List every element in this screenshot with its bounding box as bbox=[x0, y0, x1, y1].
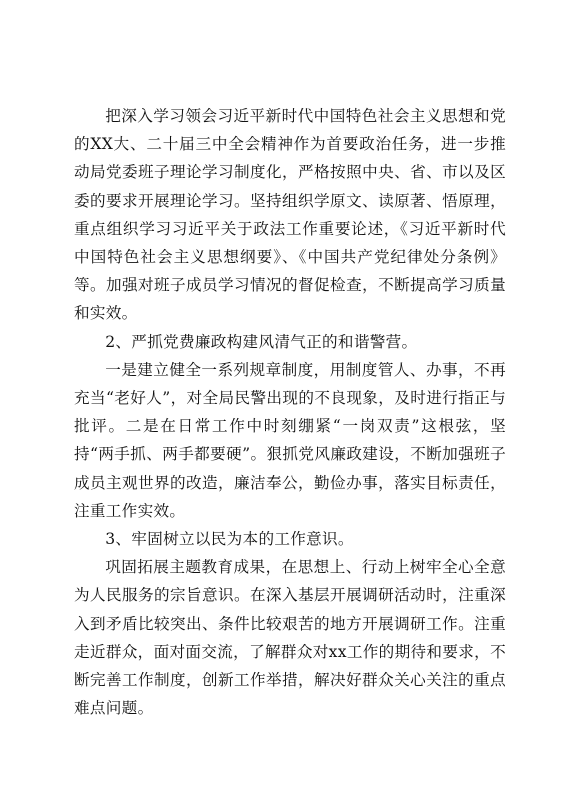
paragraph-people-first: 巩固拓展主题教育成果，在思想上、行动上树牢全心全意为人民服务的宗旨意识。在深入基层开展调研活动时，注重深入到矛盾比较突出、条件比较艰苦的地方开展调研工作。注重走近群众，面对面交流，了解群众对xx工作的期待和要求，不断完善工作制度，创新工作举措，解决好群众关心关注的重点难点问题。 bbox=[74, 558, 506, 718]
document-body bbox=[74, 102, 506, 722]
paragraph-clean-government: 一是建立健全一系列规章制度，用制度管人、办事，不再充当“老好人”，对全局民警出现的不良现象，及时进行指正与批评。二是在日常工作中时刻绷紧“一岗双责”这根弦，坚持“两手抓、两手都要硬”。狠抓党风廉政建设，不断加强班子成员主观世界的改造，廉洁奉公，勤俭办事，落实目标责任，注重工作实效。 bbox=[74, 360, 506, 520]
section-heading-clean-government: 2、严抓党费廉政构建风清气正的和谐警营。 bbox=[105, 332, 418, 351]
paragraph-theory-study: 把深入学习领会习近平新时代中国特色社会主义思想和党的XX大、二十届三中全会精神作为首要政治任务，进一步推动局党委班子理论学习制度化，严格按照中央、省、市以及区委的要求开展理论学习。坚持组织学原文、读原著、悟原理，重点组织学习习近平关于政法工作重要论述，《习近平新时代中国特色社会主义思想纲要》、《中国共产党纪律处分条例》等。加强对班子成员学习情况的督促检查，不断提高学习质量和实效。 bbox=[74, 107, 506, 323]
section-heading-people-first: 3、牢固树立以民为本的工作意识。 bbox=[105, 530, 354, 549]
